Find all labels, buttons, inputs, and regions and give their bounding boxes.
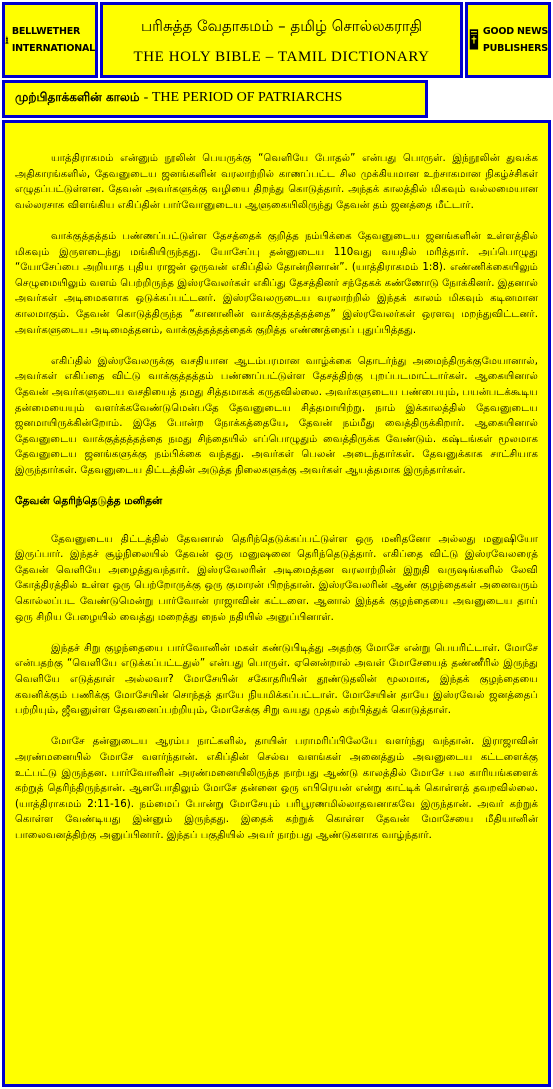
paragraph: எகிப்தில் இஸ்ரவேலருக்கு வசதியான ஆடம்பரமான வாழ்க்கை தொடர்ந்து அமைந்திருக்குமேயானால், அவர்கள் எகிப்தை விட்டு வாக்குத்தத்தம் பண்ணப்பட்டுள்ள தேசத்திற்கு புறப்படமாட்டார்கள். ஆகையினால் தேவன் அவர்களுடைய வசதியைத் தமது சித்தமாகக் கருதவில்லை. அவர்களுடைய பண்பையும், பயன்படக்கூடிய தன்மையையும் வளர்க்கவேண்டுமென்பதே தேவனுடைய சித்தமாயிற்று. நாம் இக்காலத்தில் தேவனுடைய ஜனமாயிருக்கின்றோம். இதே போன்ற நோக்கத்தையே, தேவன் நம்மீது வைத்திருக்கிறார். ஆகையினால் தேவனுடைய வாக்குத்தத்தத்தை நமது சிந்தையில் எப்பொழுதும் வைத்திருக்க வேண்டும். கஷ்டங்கள் மூலமாக தேவனுடைய ஜனங்களுக்கு நம்பிக்கை வந்தது. அவர்கள் பெலன் அடைந்தார்கள். தேவனுக்காக சாட்சியாக இருந்தார்கள். தேவனுடைய திட்டத்தின் அடுத்த நிலைகளுக்கு அவர்கள் ஆயத்தமாக இருந்தார்கள். <box>15 355 538 476</box>
paragraph: யாத்திராகமம் என்னும் நூலின் பெயருக்கு “வெளியே போதல்” என்பது பொருள். இந்நூலின் துவக்க அதிகாரங்களில், தேவனுடைய ஜனங்களின் வரலாற்றில் காணப்பட்ட சில முக்கியமான உற்சாகமான நிகழ்ச்சிகள் எழுதப்பட்டுள்ளன. தேவன் அவர்களுக்கு வழியை திறந்து கொடுத்தார். அந்தக் காலத்தில் மிகவும் வல்லமையான வல்லரசாக விளங்கிய எகிப்தின் பார்வோனுடைய ஆளுகையிலிருந்து தேவன் தம் ஜனத்தை மீட்டார். <box>15 153 538 211</box>
bell-tower-icon <box>5 18 9 62</box>
paragraph: தேவனுடைய திட்டத்தில் தேவனால் தெரிந்தெடுக்கப்பட்டுள்ள ஒரு மனிதனோ அல்லது மனுஷியோ இருப்பார். இந்தச் சூழ்நிலையில் தேவன் ஒரு மனுஷனை தெரிந்தெடுத்தார். எகிப்தை விட்டு இஸ்ரவேலரைத் தேவன் வெளியே அழைத்துவந்தார். இஸ்ரவேலரின் அடிமைத்தன வரலாற்றின் இறுதி வருஷங்களில் லேவி கோத்திரத்தில் உள்ள ஒரு பெற்றோருக்கு ஒரு குமாரன் பிறந்தான். இஸ்ரவேலரின் ஆண் குழந்தைகள் அனைவரும் கொல்லப்பட வேண்டுமென்று பார்வோன் ராஜாவின் கட்டளை. ஆனால் இந்தக் குழந்தையை அவனுடைய தாய் ஒரு சிறிய பேழையில் வைத்து மறைத்து நைல் நதியில் அனுப்பினாள். <box>15 533 538 623</box>
good-news-logo <box>465 2 551 78</box>
title-banner <box>100 2 463 78</box>
logo-line: PUBLISHERS <box>482 43 548 54</box>
paragraph: மோசே தன்னுடைய ஆரம்ப நாட்களில், தாயின் பராமரிப்பிலேயே வளர்ந்து வந்தான். இராஜாவின் அரண்மனையில் மோசே வளர்ந்தான். எகிப்தின் செல்வ வளங்கள் அனைத்தும் அவனுடைய கட்டளைக்கு உட்பட்டு இருந்தன. பார்வோனின் அரண்மனையிலிருந்த நாற்பது ஆண்டு காலத்தில் மோசே பல காரியங்களைக் கற்றுத் தெரிந்திருந்தான். ஆனபோதிலும் மோசே தன்னை ஒரு எபிரெயன் என்று காட்டிக் கொள்ளத் தவறவில்லை. (யாத்திராகமம் 2:11-16). நம்மைப் போன்று மோசேயும் பரிபூரணமில்லாதவனாகவே இருந்தான். அவர் கற்றுக் கொள்ள வேண்டியது இன்னும் இருந்தது. இதைக் கற்றுக் கொள்ள தேவன் மோசேயை மீதியானின் பாலைவனத்திற்கு அனுப்பினார். இந்தப் பகுதியில் அவர் நாற்பது ஆண்டுகளாக வாழ்ந்தார். <box>15 736 538 841</box>
book-icon <box>468 18 480 62</box>
period-heading <box>2 80 428 118</box>
period-tamil: முற்பிதாக்களின் காலம் <box>15 90 140 104</box>
paragraph: இந்தச் சிறு குழந்தையை பார்வோனின் மகள் கண்டுபிடித்து அதற்கு மோசே என்று பெயரிட்டாள். மோசே என்பதற்கு “வெளியே எடுக்கப்பட்டதுல்” என்பது பொருள். ஏனென்றால் அவள் மோசேயைத் தண்ணீரில் இருந்து வெளியே எடுத்தாள் அல்லவா? மோசேயின் சகோதரியின் தூண்டுதலின் மூலமாக, இந்தக் குழந்தையை கவனிக்கும் பணிக்கு மோசேயின் சொந்தத் தாயே நியமிக்கப்பட்டாள். மோசேயின் தாயே இஸ்ரவேல் ஜனத்தைப் பற்றியும், ஜீவனுள்ள தேவனைப்பற்றியும், மோசேக்கு சிறு வயது முதல் கற்பித்துக் கொடுத்தாள். <box>15 642 538 717</box>
period-english: - THE PERIOD OF PATRIARCHS <box>143 90 343 105</box>
title-english: THE HOLY BIBLE – TAMIL DICTIONARY <box>133 49 430 65</box>
title-tamil: பரிசுத்த வேதாகமம் – தமிழ் சொல்லகராதி <box>140 17 422 35</box>
logo-line: INTERNATIONAL <box>11 43 95 54</box>
section-heading: தேவன் தெரிந்தெடுத்த மனிதன் <box>15 495 163 508</box>
bellwether-logo <box>2 2 98 78</box>
logo-line: GOOD NEWS <box>482 26 548 37</box>
article-body <box>2 120 551 1087</box>
paragraph: வாக்குத்தத்தம் பண்ணப்பட்டுள்ள தேசத்தைக் குறித்த நம்பிக்கை தேவனுடைய ஜனங்களின் உள்ளத்தில் மிகவும் இருளடைந்து மங்கியிருந்தது. யோசேப்பு தன்னுடைய 110வது வயதில் மரித்தார். அப்பொழுது “யோசேப்பை அறியாத புதிய ராஜன் ஒருவன் எகிப்தில் தோன்றினான்”. (யாத்திராகமம் 1:8). எண்ணிக்கையிலும் செழுமையிலும் வளம் பெற்றிருந்த இஸ்ரவேலர்கள் எகிப்து தேசத்தினர் சந்தேகக் கண்ணோடு நோக்கினர். இதனால் அவர்கள் அடிமைகளாக ஒடுக்கப்பட்டனர். இஸ்ரவேலருடைய வரலாற்றில் இந்தக் காலம் மிகவும் கடினமான காலமாகும். தேவன் கொடுத்திருந்த “கானானின் வாக்குத்தத்தத்தை” இஸ்ரவேலர்கள் ஒரளவு மறந்துவிட்டனர். அவர்களுடைய அடிமைத்தனம், வாக்குத்தத்தத்தைக் குறித்த எண்ணத்தைப் புதுப்பித்தது. <box>15 230 538 336</box>
logo-line: BELLWETHER <box>11 26 81 37</box>
